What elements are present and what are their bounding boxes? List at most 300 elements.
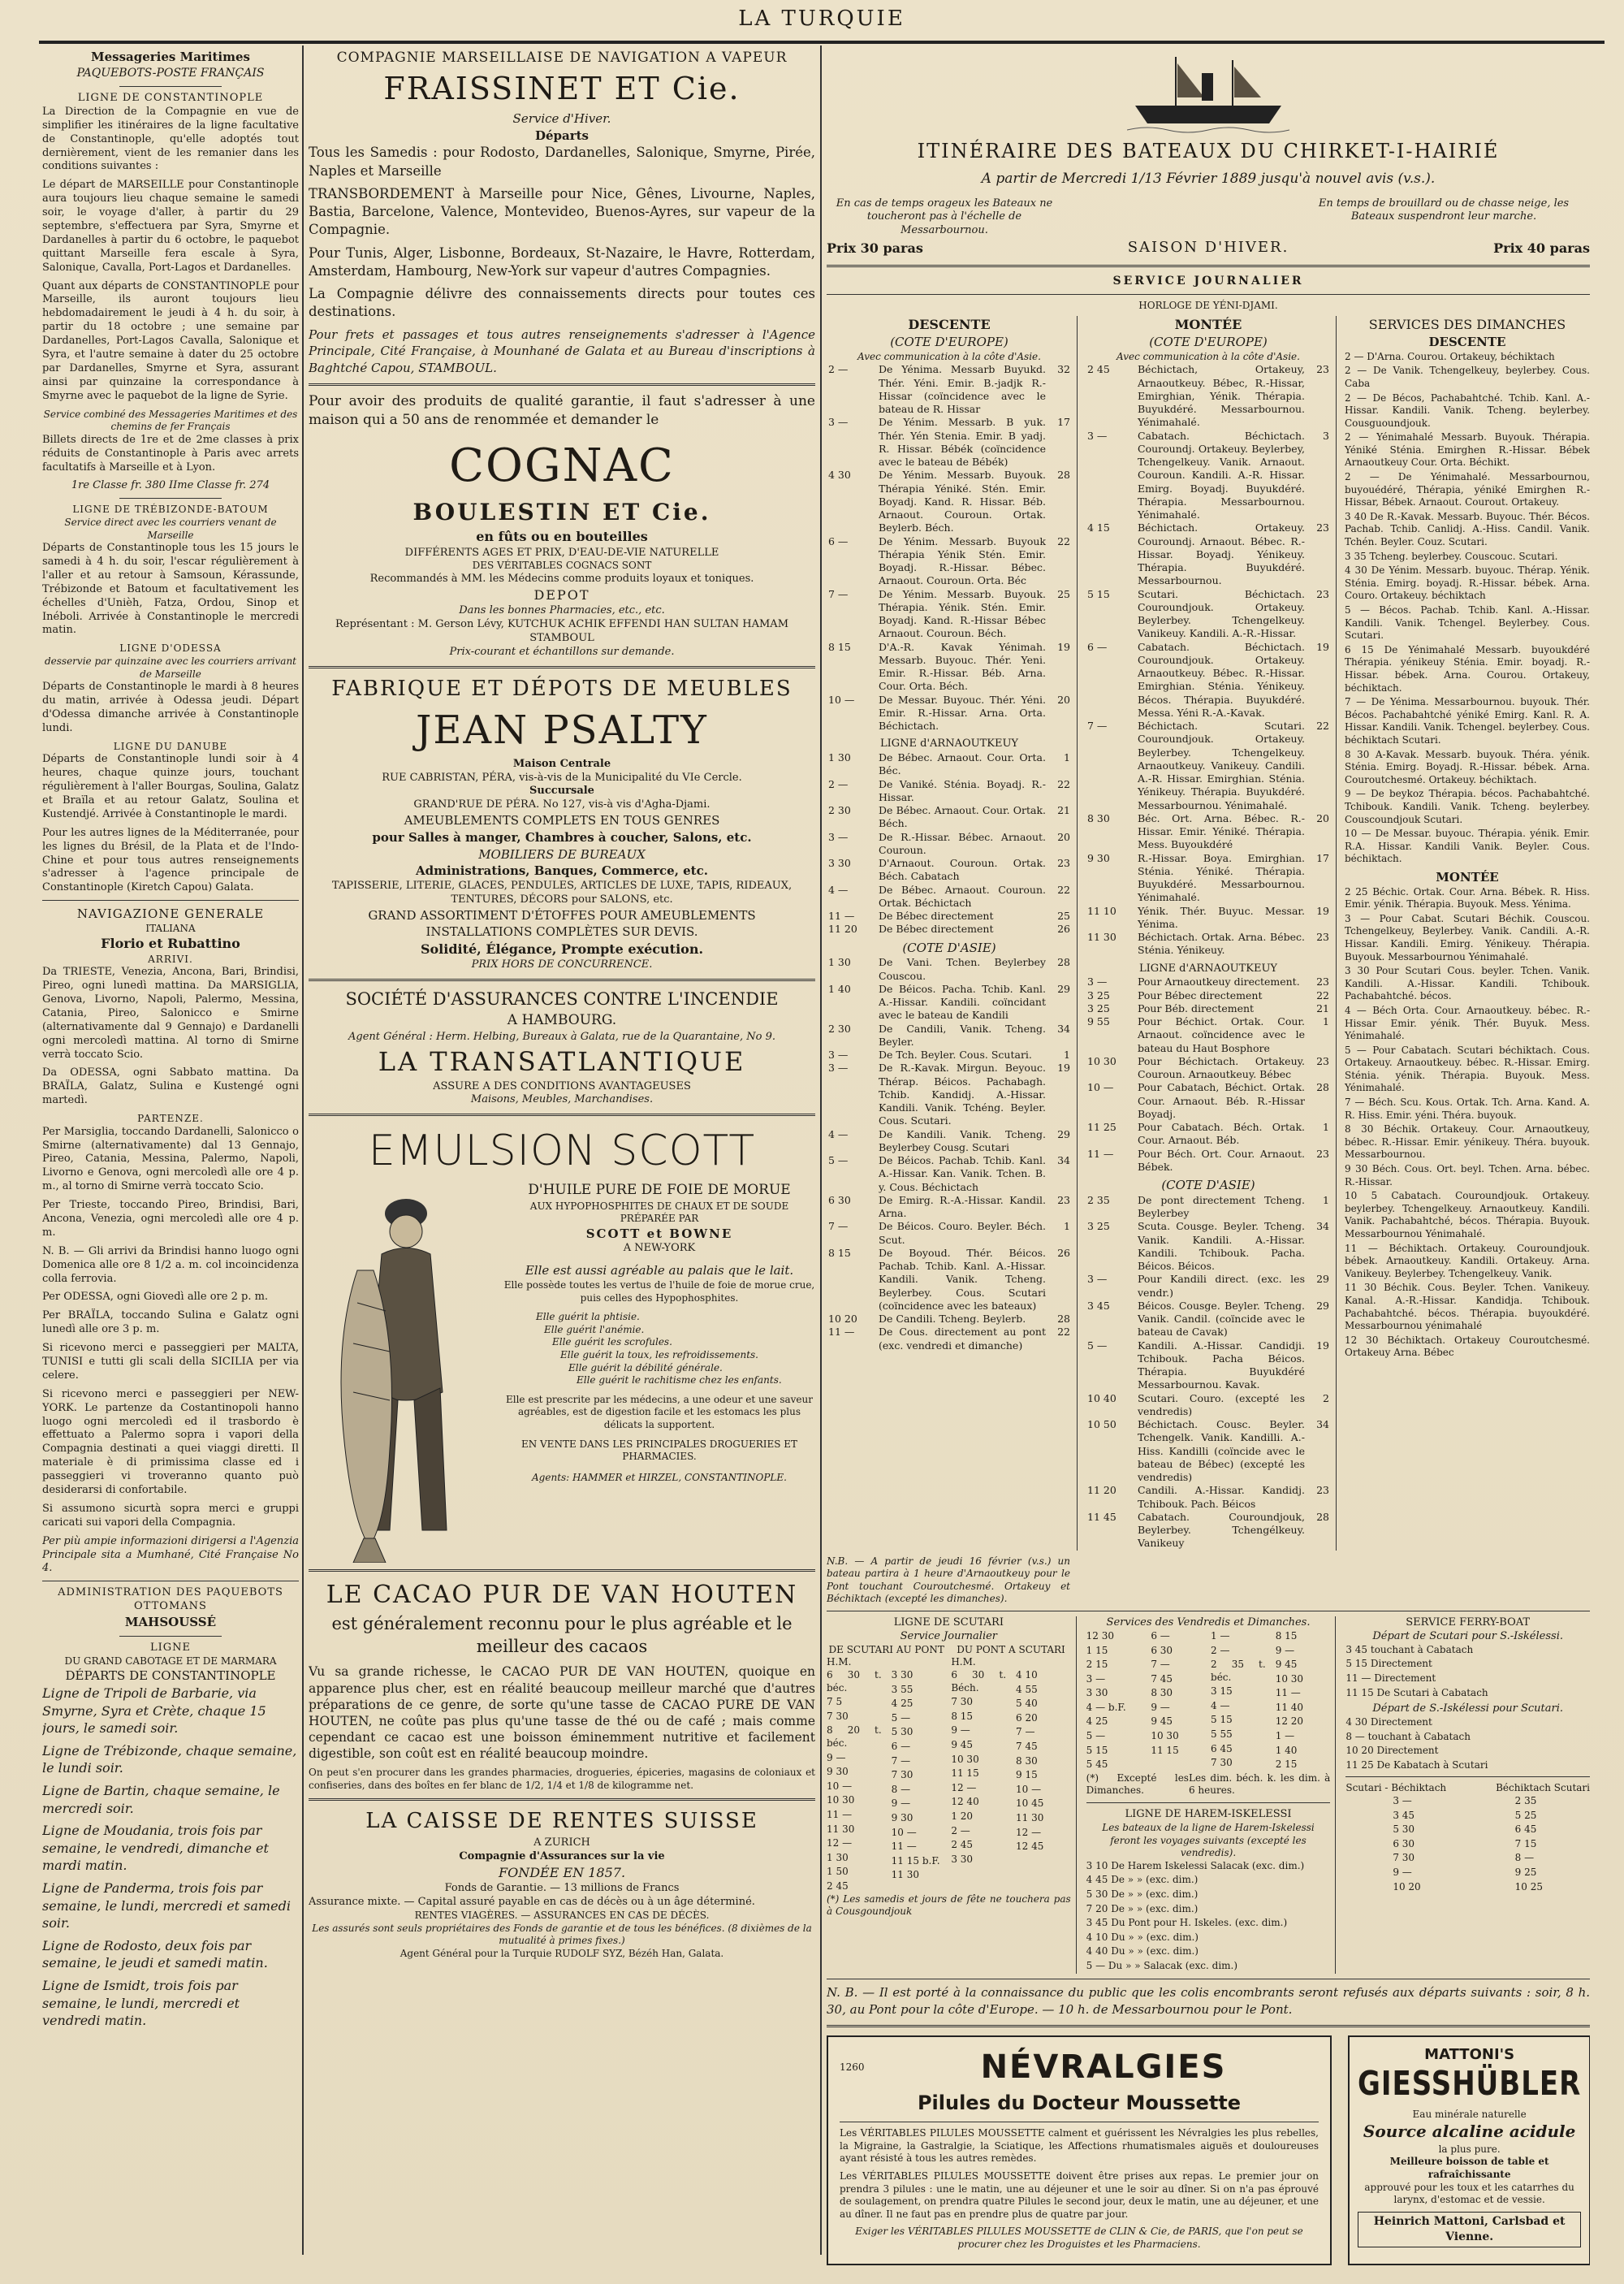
schedule-number: 1 [1064,751,1070,764]
schedule-row [1086,1194,1331,1221]
navigazione-name: Florio et Rubattino [101,936,240,952]
schedule-number: 26 [1057,1246,1070,1259]
psalty-line: GRAND'RUE DE PÉRA. No 127, vis-à vis d'Agha-Djami. [413,798,710,811]
schedule-time: 2 45 [1087,363,1110,376]
price-line: 1re Classe fr. 380 IIme Classe fr. 274 [71,479,270,492]
prix-left: Prix 30 paras [827,240,923,256]
vendredis-time: 12 20 [1275,1715,1304,1728]
ferry-sub2: Départ de S.-Iskélessi pour Scutari. [1372,1702,1563,1715]
schedule-number: 1 [1064,1220,1070,1233]
harem-entry: 7 20 De » » (exc. dim.) [1086,1902,1199,1914]
harem-entry: 3 45 Du Pont pour H. Iskeles. (exc. dim.) [1086,1917,1288,1929]
schedule-row [1086,975,1331,988]
schedule-number: 19 [1316,1339,1329,1352]
caisse-line: Agent Général pour la Turquie RUDOLF SYZ, Bézéh Han, Galata. [400,1947,724,1959]
paragraph: Da ODESSA, ogni Sabbato mattina. Da BRAÏLA, Galatz, Sulina e Kustengé ogni martedì. [42,1066,299,1107]
messageries-subtitle: PAQUEBOTS-POSTE FRANÇAIS [76,66,265,80]
paragraph: Per BRAÏLA, toccando Sulina e Galatz ogni lunedì alle ore 3 p. m. [42,1309,299,1336]
ferry-entry: 5 15 Directement [1345,1658,1432,1670]
column-rule [820,45,822,2255]
schedule-stops: Béchictach. Ortak. Arna. Bébec. Sténia. Yénikeuy. [1138,931,1305,957]
schedule-stops: De Candili, Vanik. Tcheng. Beyler. [879,1022,1046,1048]
service-label: Service d'Hiver. [512,110,611,126]
emulsion-line: Elle possède toutes les vertus de l'huile de foie de morue crue, puis celles des Hypophosphites. [503,1279,815,1304]
schedule-row [827,416,1072,469]
schedule-stops: Pour Béch. Ort. Cour. Arnaout. Bébek. [1138,1147,1305,1173]
dimanche-entry: 5 — Bécos. Pachab. Tchib. Kanl. A.-Hissar. Kandili. Vanik. Tchengel. Beylerbey. Cous. Scutari. [1345,604,1590,642]
scutari-time: 8 30 [1016,1754,1038,1767]
emulsion-line: PRÉPARÉE PAR [620,1213,699,1225]
emulsion-line: Elle est prescrite par les médecins, a une odeur et une saveur agréables, est de digestion facile et les estomacs les plus délicats la supportent. [506,1393,813,1430]
scutari-time: 4 10 [1016,1669,1038,1681]
schedule-row [827,831,1072,858]
schedule-time: 10 40 [1087,1391,1116,1404]
schedule-number: 23 [1316,975,1329,988]
paragraph: Ligne de Moudania, trois fois par semaine, le vendredi, dimanche et mardi matin. [42,1823,269,1874]
scutari-time: 6 — [891,1740,911,1752]
arnaout-table [827,751,1072,937]
scutari-hm: H.M. [951,1656,976,1668]
scutari-time: 11 30 [891,1869,920,1881]
schedule-stops: De Vani. Tchen. Beylerbey Couscou. [879,956,1046,982]
schedule-time: 2 35 [1087,1193,1110,1206]
partenze-label: PARTENZE. [137,1113,204,1125]
scutari-head-left: DE SCUTARI AU PONT [828,1643,944,1655]
psalty-line: Solidité, Élégance, Prompte exécution. [420,941,704,958]
schedule-number: 1 [1064,1049,1070,1062]
schedule-number: 23 [1316,1054,1329,1067]
schedule-time: 9 55 [1087,1015,1110,1028]
schedule-stops: Pour Béchict. Ortak. Cour. Arnaout. coïncidence avec le bateau du Haut Bosphore [1138,1015,1305,1054]
scutari-time: 4 55 [1016,1683,1038,1695]
scutari-time: 9 30 [827,1766,849,1778]
service-journalier: SERVICE JOURNALIER [1112,275,1304,288]
vendredis-time: 5 15 [1211,1714,1233,1726]
harem-entry: 3 10 De Harem Iskelessi Salacak (exc. dim.) [1086,1859,1305,1871]
schedule-row [827,956,1072,983]
schedule-row [1086,363,1331,429]
schedule-time: 6 — [828,534,849,547]
schedule-stops: De Bébec directement [879,923,994,936]
harem-entry: 5 — Du » » Salacak (exc. dim.) [1086,1959,1238,1971]
dimanche-entry: 2 — Yénimahalé Messarb. Buyouk. Thérapia. Yéniké Sténia. Emirghen R.-Hissar. Bébek Arnaoutkeuy Cour. Orta. Béchikt. [1345,431,1590,469]
schedule-stops: De Candili. Tcheng. Beylerb. [879,1313,1026,1326]
dimanche-entry: 6 15 De Yénimahalé Messarb. buyoukdéré Thérapia. yénikeuy Sténia. Emir. boyadj. R.-Hissar. bébek. Arna. Courou. Ortakeuy, béchiktach. [1345,643,1590,694]
schedule-row [1086,931,1331,958]
dim-montee: MONTÉE [1436,869,1499,885]
schedule-number: 1 [1323,1193,1329,1206]
schedule-stops: Béchictach. Cousc. Beyler. Tchengelk. Vanik. Kandilli. A.-Hiss. Kandilli (coïncide avec le bateau de Bébec) (excepté les vendredis) [1138,1418,1305,1484]
schedule-number: 34 [1057,1022,1070,1035]
cognac-line: en fûts ou en bouteilles [476,529,648,545]
schedule-time: 10 — [1087,1081,1114,1094]
schedule-time: 11 20 [828,923,857,936]
schedule-row [827,983,1072,1023]
harem-title: LIGNE DE HAREM-ISKELESSI [1125,1808,1292,1821]
scutari-time: 5 — [891,1711,911,1724]
ferry-time: 6 45 [1514,1823,1537,1836]
schedule-stops: De R.-Hissar. Bébec. Arnaout. Couroun. [879,830,1046,856]
dim-descente: DESCENTE [1428,335,1506,350]
dimanches-montee-list [1345,886,1590,1360]
scutari-time: 12 40 [951,1796,979,1808]
vendredis-time: 3 15 [1211,1685,1233,1698]
ferry-time: 5 25 [1514,1809,1537,1821]
paragraph: TRANSBORDEMENT à Marseille pour Nice, Gênes, Livourne, Naples, Bastia, Barcelone, Valence, Montevideo, Buenos-Ayres, sur vapeur de la Compagnie. [309,185,815,238]
fabrique-title: FABRIQUE ET DÉPOTS DE MEUBLES [331,676,793,701]
schedule-time: 3 — [828,1049,849,1062]
avec-label: Avec communication à la côte d'Asie. [1116,350,1300,362]
ferry2-list [1345,1716,1590,1771]
scutari-time: 7 30 [951,1696,974,1708]
giesshubler: GIESSHÜBLER [1358,2064,1582,2104]
schedule-row [1086,1300,1331,1339]
asie2-table [1086,1194,1331,1551]
schedule-stops: De Bébec directement [879,910,994,923]
schedule-time: 8 15 [828,640,851,653]
schedule-row [1086,1511,1331,1551]
dimanche-entry: 3 40 De R.-Kavak. Messarb. Buyouc. Thér. Bécos. Pachab. Tchib. Canlidj. A.-Hiss. Candil. Vanik. Tchén. Beyler. Couz. Scutari. [1345,510,1590,548]
schedule-stops: De Messar. Buyouc. Thér. Yéni. Emir. R.-Hissar. Arna. Orta. Béchictach. [879,693,1046,733]
scutari-time: 1 30 [827,1851,849,1863]
vendredis-time: 12 30 [1086,1629,1115,1642]
dimanche-entry: 8 30 A-Kavak. Messarb. buyouk. Théra. yénik. Sténia. Emirg. Boyadj. R.-Hissar. bébek. Arna. Couroutchesmé. Ortakeuy. béchiktach. [1345,748,1590,785]
ferry1-list [1345,1644,1590,1699]
schedule-number: 20 [1316,811,1329,824]
schedule-number: 19 [1057,640,1070,653]
paragraph: Ligne de Ismidt, trois fois par semaine, le lundi, mercredi et vendredi matin. [42,1977,240,2029]
emulsion-line: A NEW-YORK [623,1242,696,1255]
schedule-time: 3 30 [828,857,851,870]
societe-title: SOCIÉTÉ D'ASSURANCES CONTRE L'INCENDIE [345,989,779,1010]
schedule-row [827,1194,1072,1221]
schedule-number: 22 [1057,1326,1070,1339]
pilules-title: Pilules du Docteur Moussette [917,2092,1242,2115]
scutari-time: 7 5 [827,1696,843,1708]
dimanche-entry: 8 30 Béchik. Ortakeuy. Cour. Arnaoutkeuy, bébec. R.-Hissar. Emir. yénikeuy. Théra. buyouk. Messarbournou. [1345,1123,1590,1161]
schedule-stops: Pour Bébec directement [1138,988,1263,1001]
emulsion-line: Elle guérit la toux, les refroidissements. [560,1349,758,1360]
schedule-number: 23 [1057,857,1070,870]
ferry-entry: 10 20 Directement [1345,1745,1439,1757]
schedule-number: 21 [1057,804,1070,817]
dimanches-descente-list [1345,351,1590,866]
ferry-entry: 11 — Directement [1345,1672,1436,1684]
schedule-row [1086,1148,1331,1174]
schedule-number: 23 [1316,363,1329,376]
emulsion-line: Elle guérit la débilité générale. [568,1361,723,1373]
paragraph: Quant aux départs de CONSTANTINOPLE pour Marseille, ils auront toujours lieu hebdomadairement le jeudi à 4 h. du soir, à partir du 18 octobre ; une semaine par Dardanelles, Port-Lagos Cavalla, Salonique et Syra, et l'autre semaine à dater du 25 octobre par Dardanelles, Smyrne et Syra, assurant ainsi par quinzaine la correspondance à Smyrne avec le paquebot de la ligne de Syrie. [42,279,299,402]
column-rule [302,45,304,2255]
harem-entry: 4 45 De » » (exc. dim.) [1086,1874,1199,1886]
schedule-number: 29 [1316,1299,1329,1312]
nb-note: N.B. — A partir de jeudi 16 février (v.s.) un bateau partira à 1 heure d'Arnaoutkeuy pour le Pont touchant Couroutchesmé. Ortakeuy et Béchiktach (excepté les dimanches). [827,1555,1070,1605]
vendredis-time: 2 35 t. béc. [1211,1659,1266,1683]
schedule-stops: R.-Hissar. Boya. Emirghian. Sténia. Yéniké. Thérapia. Buyukdéré. Messarbournou. Yénimahalé. [1138,851,1305,904]
schedule-number: 23 [1316,1484,1329,1497]
vendredis-time: 11 — [1275,1687,1301,1699]
schedule-row [1086,1339,1331,1392]
schedule-time: 5 15 [1087,587,1110,600]
schedule-row [827,857,1072,884]
schedule-stops: De Béicos. Pachab. Tchib. Kanl. A.-Hissar. Kan. Vanik. Tchen. B. y. Cous. Béchictach [879,1154,1046,1193]
descente-table [827,363,1072,733]
schedule-row [827,535,1072,588]
scutari-time: 10 30 [827,1794,855,1806]
schedule-time: 1 40 [828,982,851,995]
representant: Représentant : M. Gerson Lévy, KUTCHUK ACHIK EFFENDI HAN SULTAN HAMAM STAMBOUL [335,617,789,644]
psalty-line: AMEUBLEMENTS COMPLETS EN TOUS GENRES [404,813,720,828]
dimanche-entry: 9 — De beykoz Thérapia. bécos. Pachabahtché. Tchibouk. Kandili. Vanik. Tcheng. beylerbey. Couscoundjouk Scutari. [1345,788,1590,825]
schedule-row [827,363,1072,416]
cognac-title: COGNAC [449,439,675,492]
schedule-row [827,1313,1072,1326]
scutari-title: LIGNE DE SCUTARI [893,1616,1004,1629]
schedule-number: 17 [1316,851,1329,864]
daily-schedule [827,316,1590,1551]
schedule-time: 11 30 [1087,931,1116,944]
vendredis-left-list [1086,1630,1206,1772]
vendredis-time: 5 55 [1211,1728,1233,1741]
dimanche-entry: 11 — Béchiktach. Ortakeuy. Couroundjouk. bébek. Arnaoutkeuy. Kandili. Ortakeuy. Arna. Vanikeuy. Beylerbey. Tchengelkeuy. Vanik. [1345,1242,1590,1279]
schedule-stops: Pour Kandili direct. (exc. les vendr.) [1138,1273,1305,1299]
schedule-row [1086,852,1331,905]
schedule-row [827,884,1072,911]
scutari-time: 11 30 [827,1823,855,1835]
ferry-time: 6 30 [1393,1837,1415,1849]
schedule-number: 29 [1057,1127,1070,1140]
psalty-line: Maison Centrale [512,757,611,770]
vendredis-time: 10 30 [1151,1730,1179,1742]
cote-label: (COTE D'EUROPE) [890,335,1009,350]
schedule-stops: D'Arnaout. Couroun. Ortak. Béch. Cabatach [879,857,1046,883]
scutari-time: 11 30 [1016,1811,1044,1823]
schedule-time: 3 25 [1087,988,1110,1001]
schedule-time: 11 10 [1087,904,1116,917]
schedule-time: 4 — [828,883,849,896]
itineraire-title: ITINÉRAIRE DES BATEAUX DU CHIRKET-I-HAIRIÉ [917,140,1500,162]
vendredis-time: 9 — [1151,1701,1170,1713]
schedule-stops: Béicos. Cousge. Beyler. Tcheng. Vanik. Candil. (coïncide avec le bateau de Cavak) [1138,1299,1305,1339]
schedule-row [1086,1418,1331,1484]
emulsion-line: AUX HYPOPHOSPHITES DE CHAUX ET DE SOUDE [529,1200,789,1212]
vendredis-time: 6 — [1151,1629,1170,1642]
schedule-stops: Scuta. Cousge. Beyler. Tcheng. Vanik. Kandili. A.-Hissar. Kandili. Tchibouk. Pacha. Béicos. Béicos. [1138,1220,1305,1273]
schedule-number: 22 [1316,988,1329,1001]
schedule-row [1086,430,1331,522]
nev-text: Exiger les VÉRITABLES PILULES MOUSSETTE de CLIN & Cie, de PARIS, que l'on peut se procurer chez les Droguistes et les Pharmaciens. [855,2226,1303,2250]
schedule-number: 25 [1057,587,1070,600]
vendredis-note2: Les dim. béch. k. les dim. à 6 heures. [1188,1771,1331,1797]
fisherman-with-cod-illustration [309,1181,495,1563]
column-shipping-lines [42,49,299,2274]
ferry-title: SERVICE FERRY-BOAT [1406,1616,1531,1629]
schedule-stops: De Béicos. Pacha. Tchib. Kanl. A.-Hissar. Kandili. coïncidant avec le bateau de Kandili [879,982,1046,1022]
section-title: LIGNE D'ODESSA [119,642,222,655]
schedule-number: 23 [1316,521,1329,534]
schedule-time: 11 25 [1087,1121,1116,1134]
dimanche-entry: 2 — D'Arna. Courou. Ortakeuy, béchiktach [1345,350,1555,362]
ferry-time: 10 25 [1514,1880,1544,1893]
section-title: LIGNE DE TRÉBIZONDE-BATOUM [72,504,269,516]
fraissinet-name: FRAISSINET ET Cie. [383,71,741,107]
scutari-time: 9 — [951,1724,970,1737]
schedule-number: 1 [1323,1121,1329,1134]
paragraph: Ligne de Bartin, chaque semaine, le mercredi soir. [42,1782,280,1816]
harem-entry: 5 30 De » » (exc. dim.) [1086,1888,1199,1900]
caisse-line: FONDÉE EN 1857. [498,1865,626,1881]
psalty-line: RUE CABRISTAN, PÉRA, vis-à-vis de la Municipalité du VIe Cercle. [382,771,742,784]
scutari-time: 9 15 [1016,1769,1038,1781]
vendredis-time: 5 15 [1086,1744,1108,1756]
scutari-block [827,1616,1077,1974]
emulsion-line: Agents: HAMMER et HIRZEL, CONSTANTINOPLE. [532,1471,787,1483]
scutari-time: 1 20 [951,1810,974,1822]
nb-bottom: N. B. — Il est porté à la connaissance du public que les colis encombrants seront refusés aux départs suivants : soir, 8 h. 30, au Pont pour la côte d'Europe. — 10 h. de Messarbournou pour le Pont. [827,1985,1590,2018]
admin-title: ADMINISTRATION DES PAQUEBOTS OTTOMANS [58,1586,283,1613]
schedule-row [827,751,1072,778]
schedule-stops: De Emirg. R.-A.-Hissar. Kandil. Arna. [879,1193,1046,1220]
schedule-stops: Béchictach, Ortakeuy, Arnaoutkeuy. Bébec, R.-Hissar, Emirghian, Yénik. Thérapia. Buyukdéré. Messarbournou. Yénimahalé. [1138,363,1305,429]
cote-asie2-label: (COTE D'ASIE) [1161,1178,1255,1193]
descente-title: DESCENTE [908,316,991,332]
itineraire-date: A partir de Mercredi 1/13 Février 1889 jusqu'à nouvel avis (v.s.). [981,171,1436,188]
schedule-time: 2 30 [828,804,851,817]
column-advertisements [309,49,815,2274]
plus-pure: la plus pure. [1438,2143,1501,2155]
vendredis-time: 2 — [1211,1644,1230,1656]
schedule-number: 28 [1316,1510,1329,1523]
masthead: LA TURQUIE [738,6,905,31]
schedule-stops: Cabatach. Couroundjouk, Beylerbey. Tchengélkeuy. Vanikeuy [1138,1510,1305,1550]
psalty-line: MOBILIERS DE BUREAUX [478,846,646,862]
schedule-time: 3 — [828,1062,849,1075]
schedule-number: 32 [1057,363,1070,376]
dimanche-entry: 3 35 Tcheng. beylerbey. Couscouc. Scutari. [1345,550,1558,562]
ferry-sub1: Départ de Scutari pour S.-Iskélessi. [1372,1629,1563,1642]
schedule-time: 3 25 [1087,1001,1110,1014]
heinrich: Heinrich Mattoni, Carlsbad et Vienne. [1358,2212,1581,2248]
schedule-time: 4 — [828,1127,849,1140]
paragraph: Pour les autres lignes de la Méditerranée, pour les lignes du Brésil, de la Plata et de l'Indo-Chine et pour tous autres renseignements s'adresser à l'agence principale de Constantinople (Kiretch Capou) Galata. [42,826,299,894]
prix-right: Prix 40 paras [1493,240,1590,256]
montee-title: MONTÉE [1174,316,1242,332]
schedule-row [1086,641,1331,720]
schedule-number: 19 [1057,1062,1070,1075]
nev-text: Les VÉRITABLES PILULES MOUSSETTE calment et guérissent les Névralgies les plus rebelles, la Migraine, la Gastralgie, la Sciatique, les Affections rhumatismales aiguës et douloureuses ayant résisté à tous les autres remèdes. [840,2127,1319,2165]
schedule-row [827,1220,1072,1247]
scutari-time: 11 — [827,1808,853,1820]
schedule-row [1086,1015,1331,1055]
schedule-stops: De Kandili. Vanik. Tcheng. Beylerbey Cousg. Scutari [879,1127,1046,1153]
schedule-row [827,1154,1072,1194]
schedule-row [827,1062,1072,1127]
caisse-line: Fonds de Garantie. — 13 millions de Francs [444,1882,680,1895]
departs-title: DÉPARTS DE CONSTANTINOPLE [65,1668,276,1684]
schedule-number: 22 [1316,720,1329,733]
scutari-time: 3 30 [951,1853,974,1865]
paragraph: Pour Tunis, Alger, Lisbonne, Bordeaux, St-Nazaire, le Havre, Rotterdam, Amsterdam, Hambourg, New-York sur vapeur d'autres Compagnies. [309,244,815,279]
schedule-stops: De Bébec. Arnaout. Cour. Orta. Béc. [879,751,1046,777]
schedule-time: 10 30 [1087,1054,1116,1067]
schedule-number: 2 [1323,1391,1329,1404]
scutari-time: 9 — [827,1751,846,1763]
vendredis-time: 7 — [1151,1659,1170,1671]
schedule-stops: De Cous. directement au pont (exc. vendredi et dimanche) [879,1326,1046,1352]
schedule-number: 21 [1316,1001,1329,1014]
section-subtitle: Service direct avec les courriers venant de Marseille [64,516,277,541]
scutari-time: 3 55 [891,1683,914,1695]
schedule-stops: De pont directement Tcheng. Beylerbey [1138,1193,1305,1220]
schedule-time: 4 15 [1087,521,1110,534]
scutari-time: 6 30 t. béc. [827,1669,882,1694]
column-ferry-itinerary [827,49,1590,2274]
scutari-time: 3 30 [891,1669,914,1681]
assure-line: Maisons, Meubles, Marchandises. [470,1093,654,1106]
scutari-time: 9 — [891,1797,911,1810]
schedule-time: 3 — [1087,429,1108,442]
scutari-time: 9 45 [951,1738,974,1750]
ferry-entry: 11 15 De Scutari à Cabatach [1345,1686,1488,1698]
montee-block [1086,316,1337,1551]
schedule-row [827,588,1072,641]
schedule-row [1086,1002,1331,1015]
schedule-row [1086,720,1331,812]
arnaout2-table [1086,975,1331,1174]
avec-label: Avec communication à la côte d'Asie. [857,350,1041,362]
vendredis-time: 1 — [1211,1629,1230,1642]
dimanche-entry: 2 25 Béchic. Ortak. Cour. Arna. Bébek. R. Hiss. Emir. yénik. Thérapia. Buyouk. Mess. Yénima. [1345,885,1590,911]
schedule-stops: De Tch. Beyler. Cous. Scutari. [879,1049,1032,1062]
schedule-time: 3 — [1087,1273,1108,1286]
vendredis-time: 3 30 [1086,1687,1108,1699]
dimanche-entry: 10 5 Cabatach. Couroundjouk. Ortakeuy. beylerbey. Tchengelkeuy. Arnaoutkeuy. Kandili. Vanik. Pachabahtché, bécos. Thérapia. Buyouk. Messarbournou Yénimahalé. [1345,1190,1590,1240]
schedule-stops: Béchictach. Ortakeuy. Couroundj. Arnaout. Bébec. R.-Hissar. Boyadj. Yénikeuy. Thérapia. Buyukdéré. Messarbournou. [1138,521,1305,587]
schedule-stops: Candili. A.-Hissar. Kandidj. Tchibouk. Pach. Béicos [1138,1484,1305,1510]
dimanche-entry: 2 — De Vanik. Tchengelkeuy, beylerbey. Cous. Caba [1345,365,1590,389]
schedule-row [827,1326,1072,1352]
psalty-line: Succursale [529,785,594,798]
schedule-row [1086,588,1331,641]
emulsion-line: EN VENTE DANS LES PRINCIPALES DROGUERIES ET PHARMACIES. [520,1438,798,1463]
schedule-time: 2 30 [828,1022,851,1035]
paragraph: Le départ de MARSEILLE pour Constantinople aura toujours lieu chaque semaine le samedi soir, le voyage d'aller, à partir du 29 septembre, s'effectuera par Syra, Smyrne et Dardanelles à partir du 6 octobre, le paquebot quittant Marseille fera escale à Syra, Salonique, Cavalla, Port-Lagos et Dardanelles. [42,179,299,274]
dimanche-entry: 3 30 Pour Scutari Cous. beyler. Tchen. Vanik. Kandili. A.-Hissar. Kandili. Tchibouk. Pachabahtché. bécos. [1345,965,1590,1002]
scutari-time: 7 30 [827,1710,849,1722]
schedule-stops: Cabatach. Béchictach. Couroundj. Ortakeuy. Beylerbey, Tchengelkeuy. Vanik. Arnaout. Couroun. Kandili. A.-R. Hissar. Emirg. Boyadj. Buyukdéré. Thérapia. Messarbournou. Yénimahalé. [1138,429,1305,521]
schedule-row [827,804,1072,831]
schedule-time: 11 45 [1087,1510,1116,1523]
schedule-time: 11 — [828,910,855,923]
schedule-row [1086,989,1331,1002]
vendredis-time: 8 15 [1275,1629,1298,1642]
paragraph: Per ODESSA, ogni Giovedì alle ore 2 p. m. [42,1291,269,1304]
schedule-stops: De Béicos. Couro. Beyler. Béch. Scut. [879,1220,1046,1246]
dimanche-entry: 5 — Pour Cabatach. Scutari béchiktach. Cous. Ortakeuy. Arnaoutkeuy. bébec. R.-Hissar. Emirg. Sténia. yénik. Thérapia. Buyouk. Mess. Yénimahalé. [1345,1044,1590,1094]
dimanche-entry: 2 — De Yénimahalé. Messarbournou, buyouédéré, Thérapia, yéniké Emirghen R.-Hissar, Bébek. Arnaout. Courout. Ortakeuy. [1345,471,1590,508]
schedule-time: 11 — [828,1326,855,1339]
caisse-line: RENTES VIAGÈRES. — ASSURANCES EN CAS DE DÉCÈS. [414,1910,710,1921]
brouillard-note: En temps de brouillard ou de chasse neige, les Bateaux suspendront leur marche. [1318,197,1570,223]
schedule-number: 28 [1316,1081,1329,1094]
emulsion-line: Elle guérit l'anémie. [544,1323,645,1335]
vendredis-time: 7 30 [1211,1757,1233,1769]
schedule-number: 20 [1057,693,1070,706]
schedule-stops: Pour Béchictach. Ortakeuy. Couroun. Arnaoutkeuy. Bébec [1138,1054,1305,1081]
schedule-row [827,641,1072,694]
schedule-stops: Scutari. Béchictach. Couroundjouk. Ortakeuy. Beylerbey. Tchengelkeuy. Vanikeuy. Kandili. A.-R.-Hissar. [1138,587,1305,640]
schedule-stops: Yénik. Thér. Buyuc. Messar. Yénima. [1138,904,1305,930]
